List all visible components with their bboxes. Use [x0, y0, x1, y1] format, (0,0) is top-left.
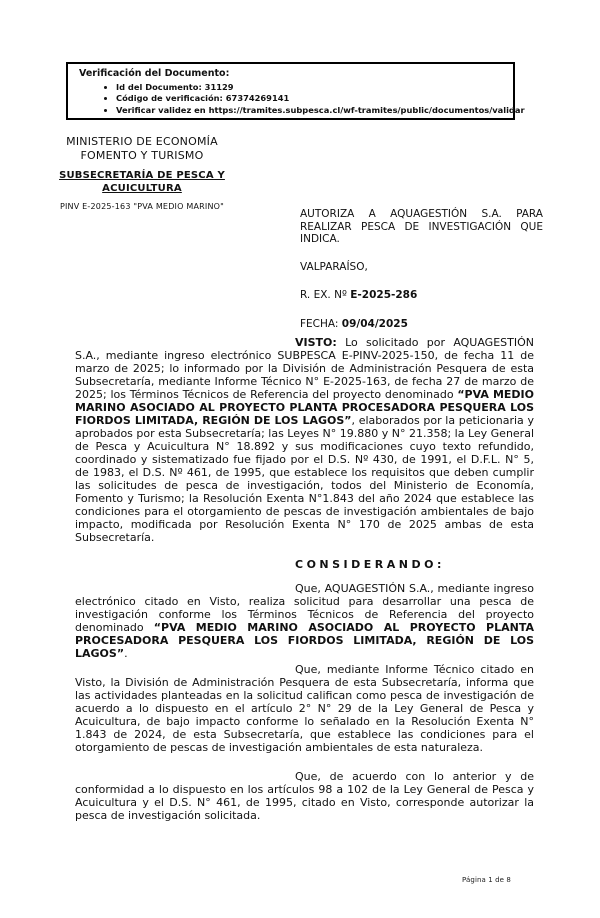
- verification-item-url: • Verificar validez en https://tramites.subpesca.cl/wf-tramites/public/documentos/validar: [116, 105, 509, 116]
- resolution-header: [300, 208, 543, 330]
- resolution-subject: AUTORIZA A AQUAGESTIÓN S.A. PARA REALIZAR PESCA DE INVESTIGACIÓN QUE INDICA.: [300, 208, 543, 245]
- verification-list: [79, 82, 525, 116]
- visto-paragraph: VISTO: Lo solicitado por AQUAGESTIÓN S.A., mediante ingreso electrónico SUBPESCA E-PINV-2025-150, de fecha 11 de marzo de 2025; lo informado por la División de Administración Pesquera de esta Subsecretaría, mediante Informe Técnico N° E-2025-163, de fecha 27 de marzo de 2025; los Términos Técnicos de Referencia del proyecto denominado “PVA MEDIO MARINO ASOCIADO AL PROYECTO PLANTA PROCESADORA PESQUERA LOS FIORDOS LIMITADA, REGIÓN DE LOS LAGOS”, elaborados por la peticionaria y aprobados por esta Subsecretaría; las Leyes N° 19.880 y N° 21.358; la Ley General de Pesca y Acuicultura N° 18.892 y sus modificaciones cuyo texto refundido, coordinado y sistematizado fue fijado por el D.S. Nº 430, de 1991, el D.F.L. N° 5, de 1983, el D.S. Nº 461, de 1995, que establece los requisitos que deben cumplir las solicitudes de pesca de investigación, todos del Ministerio de Economía, Fomento y Turismo; la Resolución Exenta N°1.843 del año 2024 que establece las condiciones para el otorgamiento de pescas de investigación ambientales de bajo impacto, modificada por Resolución Exenta N° 170 de 2025 ambas de esta Subsecretaría.: [75, 336, 535, 544]
- ministry-line-2: FOMENTO Y TURISMO: [80, 149, 204, 162]
- ministry-line-1: MINISTERIO DE ECONOMÍA: [66, 135, 218, 148]
- verification-item-code: • Código de verificación: 67374269141: [116, 93, 509, 104]
- considerando-paragraph-1: Que, AQUAGESTIÓN S.A., mediante ingreso electrónico citado en Visto, realiza solicitud para desarrollar una pesca de investigación conforme los Términos Técnicos de Referencia del proyecto denominado “PVA MEDIO MARINO ASOCIADO AL PROYECTO PLANTA PROCESADORA PESQUERA LOS FIORDOS LIMITADA, REGIÓN DE LOS LAGOS”.: [75, 582, 535, 660]
- ministry-name: [38, 135, 246, 163]
- verification-title: Verificación del Documento:: [79, 68, 230, 79]
- considerando-heading: CONSIDERANDO:: [295, 558, 445, 571]
- considerando-paragraph-2: Que, mediante Informe Técnico citado en Visto, la División de Administración Pesquera de esta Subsecretaría, informa que las actividades planteadas en la solicitud califican como pesca de investigación de acuerdo a lo dispuesto en el artículo 2° N° 29 de la Ley General de Pesca y Acuicultura, de bajo impacto conforme lo señalado en la Resolución Exenta N° 1.843 de 2024, de esta Subsecretaría, que establece las condiciones para el otorgamiento de pescas de investigación ambientales de esta naturaleza.: [75, 663, 534, 754]
- resolution-date-line: FECHA: 09/04/2025: [300, 317, 408, 330]
- project-reference: PINV E-2025-163 "PVA MEDIO MARINO": [59, 202, 225, 211]
- document-body: [75, 336, 534, 822]
- verification-item-document-id: • Id del Documento: 31129: [116, 82, 509, 93]
- verification-box: [66, 62, 525, 120]
- letterhead: [38, 135, 246, 211]
- subsecretaria-line-2: ACUICULTURA: [102, 183, 182, 194]
- subsecretaria-name: [38, 169, 246, 195]
- resolution-number-line: R. EX. Nº E-2025-286: [300, 289, 418, 301]
- page-number: Página 1 de 8: [462, 876, 511, 884]
- considerando-paragraph-3: Que, de acuerdo con lo anterior y de conformidad a lo dispuesto en los artículos 98 a 102 de la Ley General de Pesca y Acuicultura y el D.S. N° 461, de 1995, citado en Visto, corresponde autorizar la pesca de investigación solicitada.: [75, 770, 534, 822]
- city-line: VALPARAÍSO,: [300, 260, 368, 273]
- subsecretaria-line-1: SUBSECRETARÍA DE PESCA Y: [59, 170, 225, 181]
